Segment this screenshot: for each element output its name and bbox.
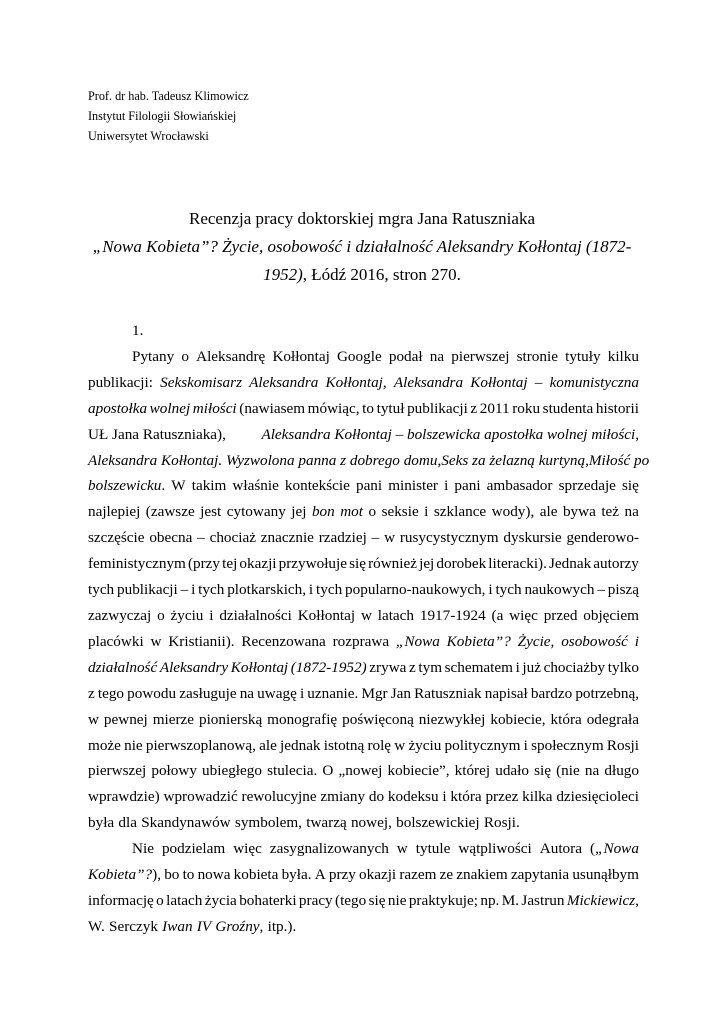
word: Kołłontaj — [272, 347, 330, 365]
word: przywołuje — [278, 555, 347, 573]
word: latach — [377, 606, 415, 624]
word: jest — [200, 503, 222, 521]
word: kobiecie, — [490, 710, 546, 728]
word: rewolucyjne — [241, 788, 317, 806]
title-line-1: Recenzja pracy doktorskiej mgra Jana Ratuszniaka — [188, 209, 535, 228]
word: „Nowa — [395, 632, 440, 650]
word: i — [299, 684, 305, 702]
author-block — [88, 86, 249, 146]
word: Groźny, — [215, 917, 264, 935]
word: IV — [196, 917, 212, 935]
word: Google — [336, 347, 382, 365]
word: życiu — [170, 606, 204, 624]
word: w — [360, 606, 372, 624]
word: (a — [491, 606, 504, 624]
word: więc — [233, 840, 262, 858]
word: i — [488, 581, 493, 599]
word: pionierską — [198, 710, 263, 728]
text-line — [88, 422, 639, 448]
word: (przy — [187, 555, 221, 573]
word: Mgr — [361, 684, 388, 702]
word: potrzebną, — [575, 684, 639, 702]
word: nowej, — [350, 814, 392, 832]
word: z — [88, 684, 95, 702]
word: rzadziej — [318, 529, 367, 547]
text-line — [88, 888, 639, 914]
word: podał — [388, 347, 423, 365]
word: Aleksandra Kołłontaj. Wyzwolona panna z dobrego domu, — [88, 451, 442, 469]
word: w — [394, 736, 406, 754]
word: też — [601, 503, 620, 521]
word: twarzą — [306, 814, 347, 832]
text-line — [88, 836, 639, 862]
text-line — [88, 577, 639, 603]
body-text — [88, 318, 650, 940]
word: się — [534, 762, 551, 780]
word: w — [88, 710, 99, 728]
word: Aleksandrę — [196, 347, 266, 365]
text-line — [88, 707, 639, 733]
word: i — [308, 581, 314, 599]
word: (1872-1952) — [290, 658, 367, 676]
word: M. — [501, 891, 520, 909]
word: już — [522, 658, 541, 676]
word: miłości — [192, 399, 237, 417]
word: najlepiej — [88, 503, 141, 521]
word: połowy — [151, 762, 197, 780]
word: na — [239, 684, 255, 702]
text-line — [88, 525, 639, 551]
word: pani — [355, 477, 383, 495]
word: usunąłbym — [572, 866, 639, 884]
word: publikacji — [117, 581, 178, 599]
word: publikacji — [407, 399, 468, 417]
word: zmiany — [320, 788, 366, 806]
word: ale — [259, 736, 277, 754]
word: seksie — [381, 503, 419, 521]
word: kobieta — [233, 866, 279, 884]
word: takim — [191, 477, 227, 495]
review-title — [60, 205, 664, 289]
word: dla — [118, 814, 137, 832]
text-line — [88, 862, 639, 888]
word: Aleksandra Kołłontaj – bolszewicka apostołka wolnej miłości, — [261, 425, 639, 443]
word: uznanie. — [307, 684, 359, 702]
word: Kobieta”?), — [88, 866, 161, 884]
text-line — [88, 396, 639, 422]
word: mówiąc, — [307, 399, 360, 417]
word: tych — [88, 581, 115, 599]
word: monografię — [267, 710, 338, 728]
title-line-3-italic: 1952) — [263, 265, 303, 284]
word: kobiecie”, — [387, 762, 450, 780]
word: była — [88, 814, 115, 832]
word: pewnej — [103, 710, 148, 728]
title-line-2-text: „Nowa Kobieta”? Życie, osobowość i działalność Aleksandry Kołłontaj (1872- — [92, 237, 632, 256]
word: (zawsze — [145, 503, 195, 521]
word: to — [182, 866, 195, 884]
word: minister — [388, 477, 438, 495]
word: (tego — [335, 891, 367, 909]
word: obecna — [149, 529, 193, 547]
word: do — [368, 788, 385, 806]
word: („Nowa — [589, 840, 639, 858]
word: pierwszej — [88, 762, 147, 780]
word: i — [515, 658, 520, 676]
author-name: Prof. dr hab. Tadeusz Klimowicz — [88, 89, 249, 103]
word: roku — [512, 399, 541, 417]
word: stulecia. — [267, 762, 318, 780]
author-university: Uniwersytet Wrocławski — [88, 129, 209, 143]
word: np. — [480, 891, 500, 909]
word: była. — [281, 866, 312, 884]
word: – — [371, 529, 380, 547]
word: i — [523, 736, 528, 754]
word: na — [624, 503, 639, 521]
text-line — [88, 344, 639, 370]
word: tytuły — [565, 347, 601, 365]
word: zasługuje — [179, 684, 237, 702]
word: W. — [88, 917, 105, 935]
word: z — [409, 658, 416, 676]
word: Życie, — [517, 632, 555, 650]
word: na — [584, 762, 600, 780]
word: zazwyczaj — [88, 606, 152, 624]
word: tych — [495, 581, 522, 599]
word: i — [191, 581, 196, 599]
text-line — [88, 629, 639, 655]
word: (nie — [556, 762, 580, 780]
word: może — [88, 736, 121, 754]
word: UŁ Jana Ratuszniaka), — [88, 425, 226, 443]
word: Autora — [539, 840, 582, 858]
word: Jan — [390, 684, 411, 702]
word: W — [171, 477, 186, 495]
word: się — [622, 477, 639, 495]
word: symbolem, — [234, 814, 302, 832]
word: nie — [387, 891, 407, 909]
word: okazji — [239, 555, 277, 573]
word: nowa — [197, 866, 231, 884]
word: rozprawa — [332, 632, 390, 650]
word: informację — [88, 891, 154, 909]
word: bo — [164, 866, 180, 884]
word: kilka — [522, 788, 553, 806]
word: bon — [311, 503, 335, 521]
word: feministycznym — [88, 555, 186, 573]
word: Miłość po — [588, 451, 650, 469]
word: kodeksu — [387, 788, 439, 806]
word: Iwan — [162, 917, 193, 935]
text-line — [88, 551, 639, 577]
word: życia — [204, 891, 237, 909]
word: tych — [198, 581, 225, 599]
word: tego — [97, 684, 125, 702]
word: społecznym — [531, 736, 604, 754]
word: osobowość — [561, 632, 628, 650]
word: popularno-naukowych, — [345, 581, 486, 599]
word: apostołka — [88, 399, 148, 417]
word: genderowo- — [566, 529, 639, 547]
word: jednak — [280, 736, 321, 754]
word: objęciem — [583, 606, 639, 624]
word: która — [550, 710, 582, 728]
word: cytowany — [226, 503, 286, 521]
word: kontekście — [284, 477, 350, 495]
word: z — [470, 399, 478, 417]
text-line — [88, 499, 639, 525]
word: działalność — [88, 658, 158, 676]
word: autorzy — [593, 555, 639, 573]
word: razem — [399, 866, 437, 884]
word: – — [180, 581, 189, 599]
word: zrywa — [369, 658, 407, 676]
word: tylko — [607, 658, 639, 676]
word: 1917-1924 — [419, 606, 486, 624]
text-line — [88, 473, 639, 499]
word: – — [197, 529, 205, 547]
word: odegrała — [586, 710, 639, 728]
text-line — [88, 370, 639, 396]
word: tej — [222, 555, 238, 573]
word: o — [156, 891, 164, 909]
word: bardzo — [530, 684, 573, 702]
word: tytule — [415, 840, 451, 858]
word: pierwszoplanową, — [145, 736, 256, 754]
word: praktykuje; — [408, 891, 478, 909]
word: napisał — [484, 684, 528, 702]
word: w — [384, 529, 396, 547]
word: itp.). — [267, 917, 297, 935]
word: o — [368, 503, 377, 521]
word: kilku — [607, 347, 639, 365]
word: i — [209, 606, 214, 624]
word: politycznym — [444, 736, 521, 754]
word: ale — [539, 503, 558, 521]
word: Sekskomisarz — [160, 373, 242, 391]
word: wolnej — [149, 399, 191, 417]
word: dyskursie — [503, 529, 562, 547]
word: o — [181, 347, 189, 365]
word: podzielam — [161, 840, 226, 858]
word: wprawdzie) — [88, 788, 160, 806]
word: Jastrun — [521, 891, 565, 909]
word: przez — [485, 788, 519, 806]
word: latach — [166, 891, 203, 909]
word: właśnie — [232, 477, 279, 495]
word: okazji — [359, 866, 397, 884]
word: bohaterki — [239, 891, 297, 909]
word: O — [322, 762, 334, 780]
word: Recenzowana — [241, 632, 326, 650]
text-line — [88, 810, 639, 836]
title-line-3 — [60, 261, 664, 289]
word: ubiegłego — [202, 762, 262, 780]
word: długo — [604, 762, 639, 780]
word: plotkarskich, — [227, 581, 307, 599]
word: życiu — [408, 736, 442, 754]
word: zapytania — [510, 866, 570, 884]
word: wprowadzić — [163, 788, 238, 806]
word: o — [157, 606, 165, 624]
text-line — [88, 603, 639, 629]
word: bolszewickiej — [396, 814, 480, 832]
word: w — [150, 632, 162, 650]
word: studenta — [542, 399, 594, 417]
word: znakiem — [456, 866, 508, 884]
word: pierwszej — [451, 347, 510, 365]
word: bolszewicku. — [88, 477, 166, 495]
word: jej — [291, 503, 307, 521]
word: Ratuszniak — [414, 684, 482, 702]
word: Nie — [132, 840, 154, 858]
word: (nawiasem — [239, 399, 306, 417]
word: Seks za żelazną kurtyną, — [441, 451, 589, 469]
word: dziesięcioleci — [556, 788, 639, 806]
title-line-3-rest: , Łódź 2016, stron 270. — [302, 265, 461, 284]
word: Kołłontaj, — [325, 373, 387, 391]
text-line — [88, 733, 639, 759]
word: Serczyk — [109, 917, 158, 935]
word: powodu — [127, 684, 177, 702]
word: dorobek — [436, 555, 487, 573]
word: również — [368, 555, 417, 573]
word: i — [634, 632, 639, 650]
word: ambasador — [486, 477, 553, 495]
text-line — [88, 448, 650, 474]
word: na — [429, 347, 445, 365]
word: nie — [124, 736, 143, 754]
word: mot — [340, 503, 363, 521]
paragraph-1 — [88, 344, 650, 836]
word: Mickiewicz, — [566, 891, 639, 909]
word: tytuł — [376, 399, 405, 417]
paragraph-2 — [88, 836, 639, 940]
word: tym — [418, 658, 443, 676]
word: rolę — [367, 736, 392, 754]
word: schematem — [444, 658, 513, 676]
word: Kołłontaj — [230, 658, 289, 676]
word: placówki — [88, 632, 144, 650]
text-line — [88, 681, 639, 707]
word: naukowych — [524, 581, 595, 599]
word: 2011 — [479, 399, 510, 417]
word: Kobieta”? — [446, 632, 511, 650]
word: przy — [328, 866, 356, 884]
word: wątpliwości — [458, 840, 532, 858]
word: tych — [316, 581, 343, 599]
word: stronie — [516, 347, 558, 365]
word: szklance — [433, 503, 487, 521]
word: się — [368, 891, 386, 909]
word: publikacji: — [88, 373, 153, 391]
word: – — [534, 373, 543, 391]
section-number: 1. — [132, 322, 144, 339]
word: uwagę — [257, 684, 297, 702]
word: sprzedaje — [558, 477, 616, 495]
word: wody), — [491, 503, 535, 521]
author-institute: Instytut Filologii Słowiańskiej — [88, 109, 237, 123]
word: i — [442, 788, 447, 806]
word: szczęście — [88, 529, 145, 547]
word: pracy — [298, 891, 333, 909]
word: Skandynawów — [141, 814, 231, 832]
word: komunistyczna — [549, 373, 639, 391]
word: Rosji — [606, 736, 639, 754]
word: niezwykłej — [418, 710, 486, 728]
text-line — [88, 758, 639, 784]
word: mierze — [152, 710, 195, 728]
word: Jednak — [549, 555, 592, 573]
word: literacki). — [488, 555, 547, 573]
word: znacznie — [260, 529, 314, 547]
title-line-2 — [60, 233, 664, 261]
text-line — [88, 655, 639, 681]
word: więc — [509, 606, 538, 624]
word: A — [314, 866, 326, 884]
word: się — [349, 555, 366, 573]
word: pani — [454, 477, 481, 495]
word: poświęconą — [342, 710, 414, 728]
word: Aleksandra — [249, 373, 319, 391]
word: rusycystycznym — [399, 529, 499, 547]
word: której — [454, 762, 491, 780]
text-line — [88, 784, 639, 810]
word: istotną — [323, 736, 365, 754]
word: Rosji. — [483, 814, 520, 832]
word: to — [362, 399, 374, 417]
word: udało — [495, 762, 529, 780]
word: która — [450, 788, 482, 806]
word: ze — [439, 866, 454, 884]
word: Kristianii). — [168, 632, 235, 650]
text-line — [88, 914, 639, 940]
word: chociażby — [543, 658, 606, 676]
word: piszą — [607, 581, 639, 599]
word: w — [396, 840, 408, 858]
word: zasygnalizowanych — [269, 840, 389, 858]
word: działalności — [219, 606, 292, 624]
word: Aleksandry — [159, 658, 229, 676]
word: chociaż — [209, 529, 256, 547]
word: i — [444, 477, 449, 495]
word: bywa — [562, 503, 596, 521]
word: i — [424, 503, 429, 521]
word: Aleksandra — [393, 373, 464, 391]
word: Kołłontaj — [297, 606, 356, 624]
word: – — [597, 581, 605, 599]
word: Pytany — [132, 347, 175, 365]
word: historii — [595, 399, 639, 417]
word: przed — [543, 606, 578, 624]
word: jej — [419, 555, 435, 573]
word: „nowej — [338, 762, 383, 780]
word: Kołłontaj — [470, 373, 528, 391]
